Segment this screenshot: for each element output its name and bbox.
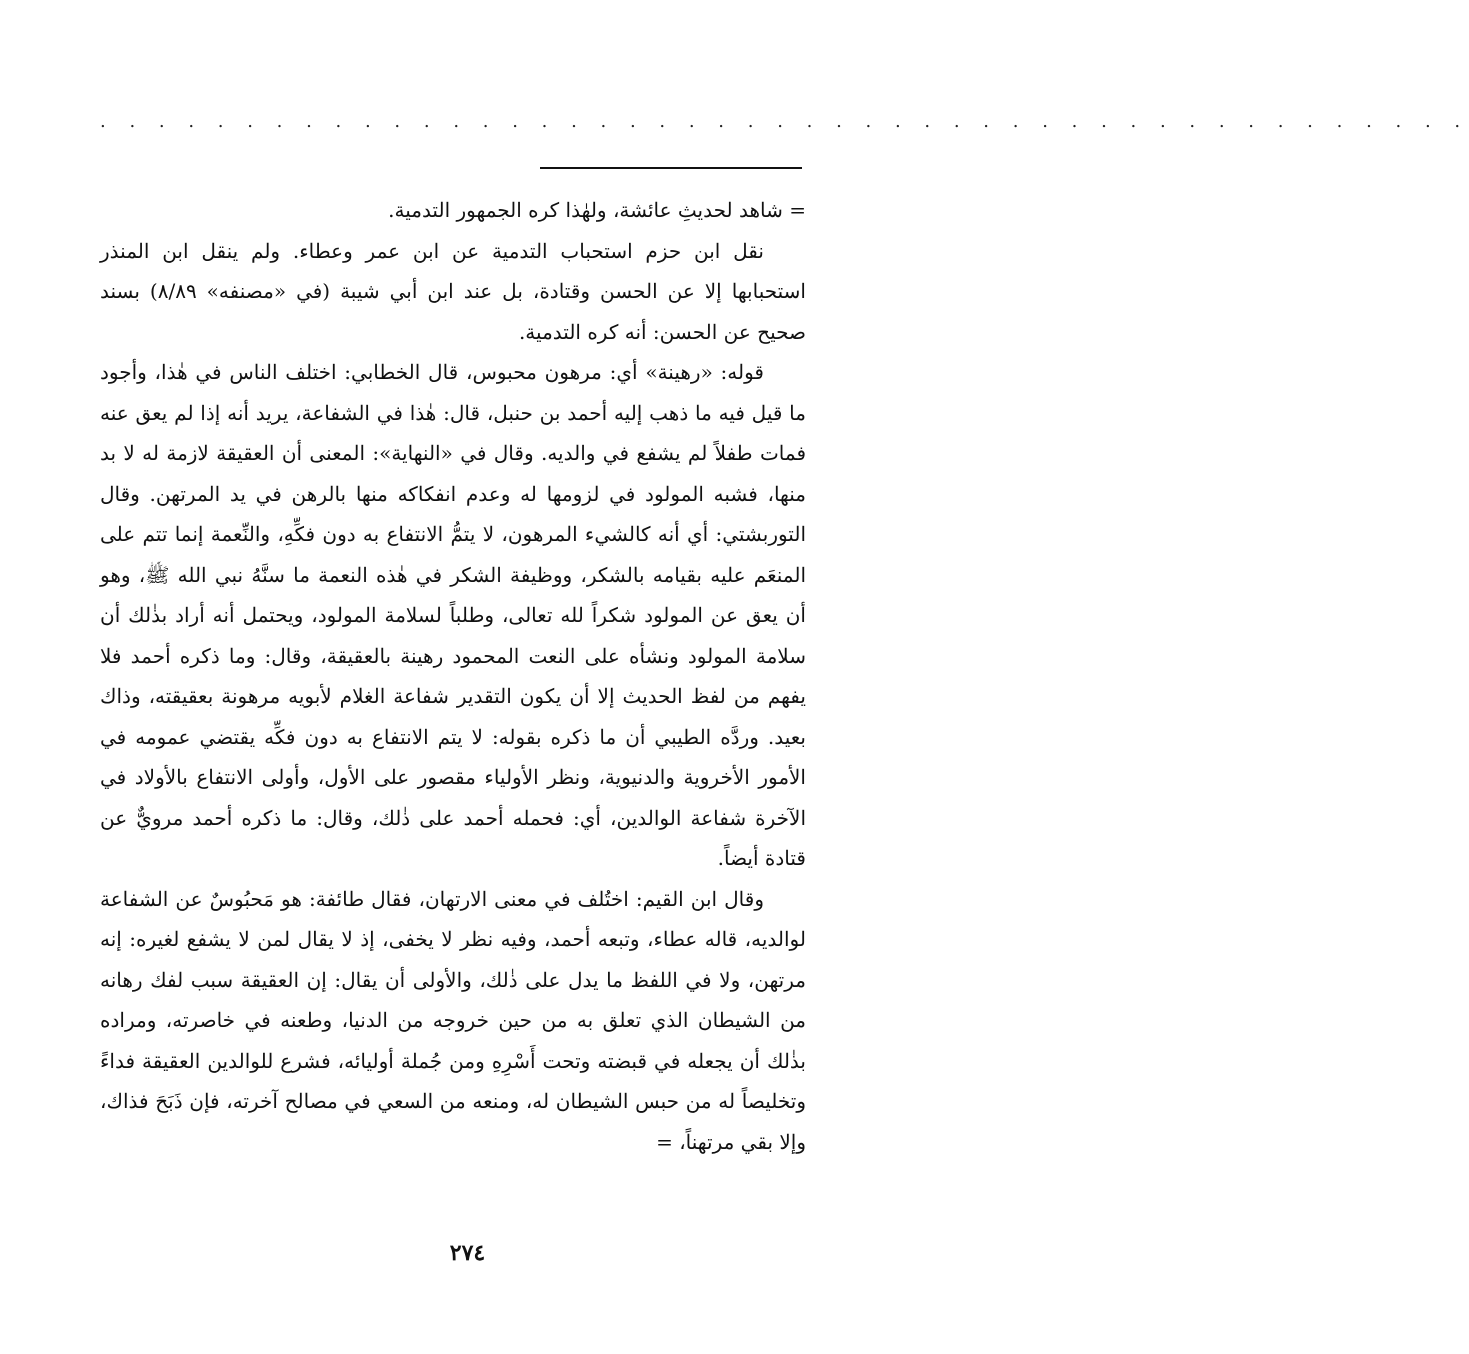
page-number: ٢٧٤ bbox=[449, 1240, 486, 1266]
footnote-dotted-separator: . . . . . . . . . . . . . . . . . . . . . . . . . . . . . . . . . . . . . . . . . . . . . . . bbox=[100, 111, 1469, 132]
paragraph-continuation: = شاهد لحديثِ عائشة، ولهٰذا كره الجمهور التدمية. bbox=[388, 198, 806, 222]
footnote-rule bbox=[540, 167, 802, 169]
paragraph-ibn-qayyim: وقال ابن القيم: اختُلف في معنى الارتهان، فقال طائفة: هو مَحبُوسٌ عن الشفاعة لوالديه، قاله عطاء، وتبعه أحمد، وفيه نظر لا يخفى، إذ لا يقال لمن لا يشفع لغيره: إنه مرتهن، ولا في اللفظ ما يدل على ذٰلك، والأولى أن يقال: إن العقيقة سبب لفك رهانه من الشيطان الذي تعلق به من حين خروجه من الدنيا، وطعنه في خاصرته، ومراده بذٰلك أن يجعله في قبضته وتحت أَسْرِهِ ومن جُملة أوليائه، فشرع للوالدين العقيقة فداءً وتخليصاً له من حبس الشيطان له، ومنعه من السعي في مصالح آخرته، فإن ذَبَحَ فذاك، وإلا بقي مرتهناً، = bbox=[100, 886, 807, 1154]
paragraph-ibn-hazm: نقل ابن حزم استحباب التدمية عن ابن عمر وعطاء. ولم ينقل ابن المنذر استحبابها إلا عن الحسن وقتادة، بل عند ابن أبي شيبة (في «مصنفه» ٨/٨٩) بسند صحيح عن الحسن: أنه كره التدمية. bbox=[100, 238, 806, 344]
footnote-body bbox=[100, 190, 806, 1162]
paragraph-rahina: قوله: «رهينة» أي: مرهون محبوس، قال الخطابي: اختلف الناس في هٰذا، وأجود ما قيل فيه ما ذهب إليه أحمد بن حنبل، قال: هٰذا في الشفاعة، يريد أنه إذا لم يعق عنه فمات طفلاً لم يشفع في والديه. وقال في «النهاية»: المعنى أن العقيقة لازمة له لا بد منها، فشبه المولود في لزومها له وعدم انفكاكه منها بالرهن في يد المرتهن. وقال التوربشتي: أي أنه كالشيء المرهون، لا يتمُّ الانتفاع به دون فكِّهِ، والنِّعمة إنما تتم على المنعَم عليه بقيامه بالشكر، ووظيفة الشكر في هٰذه النعمة ما سنَّهُ نبي الله ﷺ، وهو أن يعق عن المولود شكراً لله تعالى، وطلباً لسلامة المولود، ويحتمل أنه أراد بذٰلك أن سلامة المولود ونشأه على النعت المحمود رهينة بالعقيقة، وقال: وما ذكره أحمد فلا يفهم من لفظ الحديث إلا أن يكون التقدير شفاعة الغلام لأبويه مرهونة بعقيقته، وذاك بعيد. وردَّه الطيبي أن ما ذكره بقوله: لا يتم الانتفاع به دون فكِّه يقتضي عمومه في الأمور الأخروية والدنيوية، ونظر الأولياء مقصور على الأول، وأولى الانتفاع بالأولاد في الآخرة شفاعة الوالدين، أي: فحمله أحمد على ذٰلك، وقال: ما ذكره أحمد مرويٌّ عن قتادة أيضاً. bbox=[100, 360, 807, 870]
